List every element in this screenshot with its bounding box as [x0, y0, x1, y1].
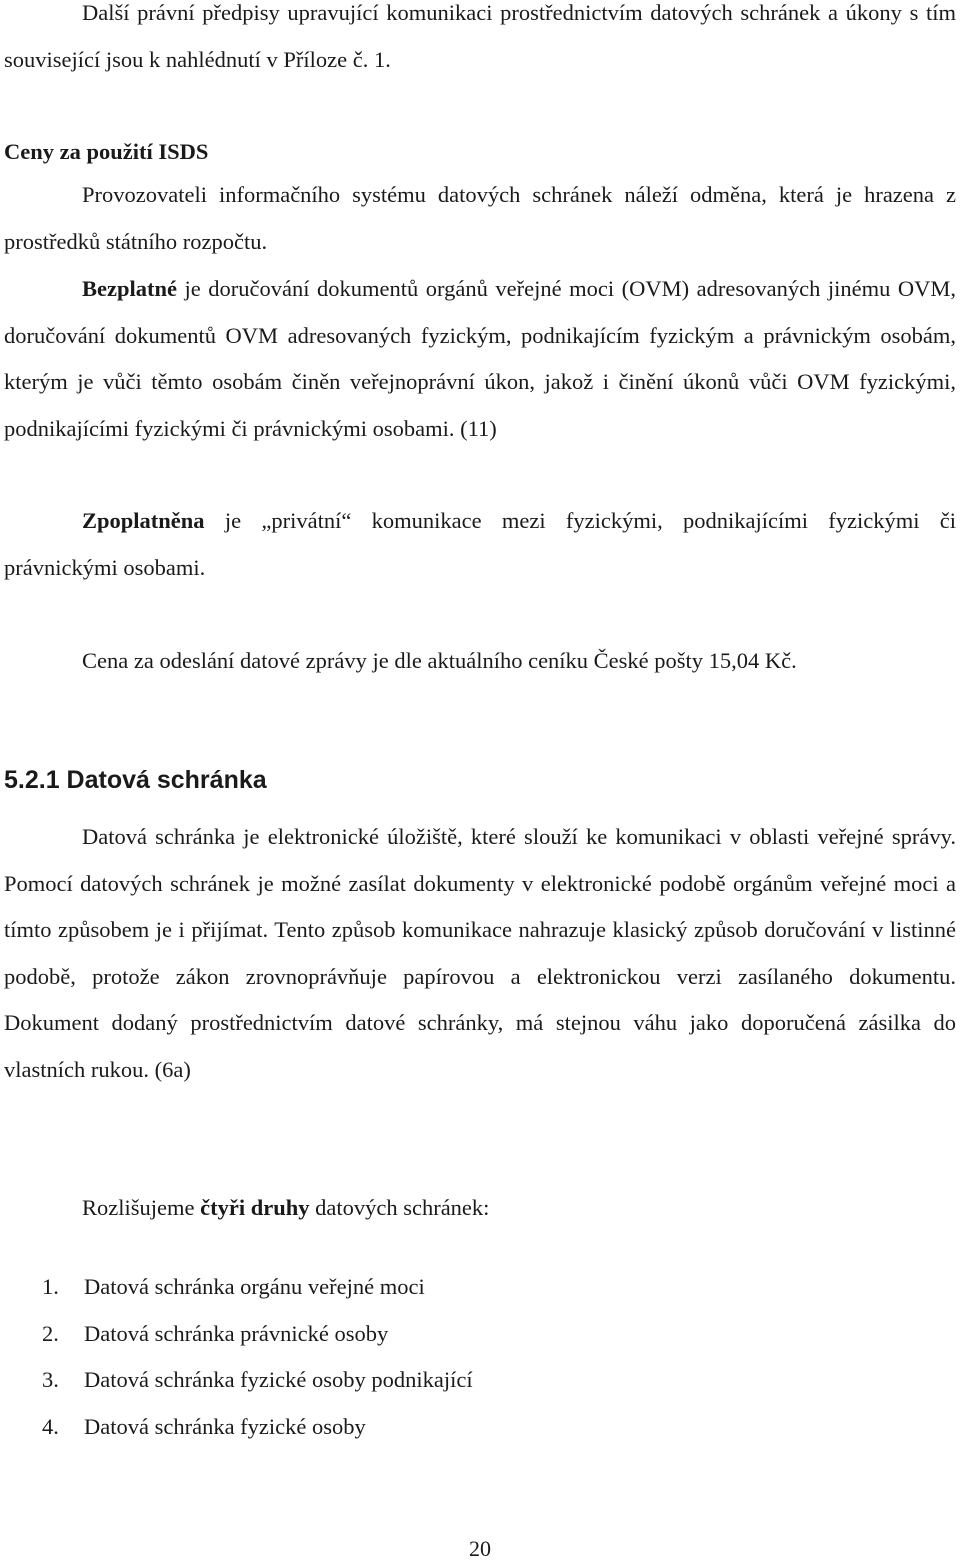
free-text: je doručování dokumentů orgánů veřejné moci (OVM) adresovaných jinému OVM, doručování dokumentů OVM adresovaných fyzickým, podnikajícím fyzickým a právnickým osobám, kterým je vůči těmto osobám činěn veřejnoprávní úkon, jakož i činění úkonů vůči OVM fyzickými, podnikajícími fyzickými či právnickými osobami. (11) [4, 276, 956, 441]
prices-para3-block [4, 498, 956, 591]
page-number: 20 [469, 1536, 491, 1561]
types-intro-block [4, 1185, 956, 1232]
section-heading-block [4, 760, 956, 800]
price-paragraph: Cena za odeslání datové zprávy je dle aktuálního ceníku České pošty 15,04 Kč. [82, 648, 797, 673]
list-item: 3. Datová schránka fyzické osoby podnikající [42, 1367, 473, 1392]
list-item: 2. Datová schránka právnické osoby [42, 1320, 389, 1346]
types-list [42, 1264, 473, 1450]
paid-text: je „privátní“ komunikace mezi fyzickými, podnikajícími fyzickými či právnickými osobami. [4, 508, 956, 580]
prices-paragraph-1: Provozovateli informačního systému datových schránek náleží odměna, která je hrazena z prostředků státního rozpočtu. [4, 182, 956, 254]
prices-paragraph-3 [4, 498, 956, 591]
prices-heading: Ceny za použití ISDS [4, 139, 209, 164]
paid-label: Zpoplatněna [82, 508, 205, 533]
section-para1-block [4, 814, 956, 1093]
list-item: 1. Datová schránka orgánu veřejné moci [42, 1274, 425, 1299]
prices-paragraph-2 [4, 266, 956, 452]
intro-paragraph: Další právní předpisy upravující komunikaci prostřednictvím datových schránek a úkony s tím související jsou k nahlédnutí v Příloze č. 1. [4, 0, 956, 72]
prices-para2-block [4, 266, 956, 452]
types-intro: Rozlišujeme čtyři druhy datových schránek: [82, 1195, 490, 1220]
free-label: Bezplatné [82, 276, 177, 301]
prices-heading-block [4, 132, 956, 172]
section-heading: 5.2.1 Datová schránka [4, 766, 267, 794]
section-paragraph-1: Datová schránka je elektronické úložiště, které slouží ke komunikaci v oblasti veřejné správy. Pomocí datových schránek je možné zasílat dokumenty v elektronické podobě orgánům veřejné moci a tímto způsobem je i přijímat. Tento způsob komunikace nahrazuje klasický způsob doručování v listinné podobě, protože zákon zrovnoprávňuje papírovou a elektronickou verzi zasílaného dokumentu. Dokument dodaný prostřednictvím datové schránky, má stejnou váhu jako doporučená zásilka do vlastních rukou. (6a) [4, 824, 956, 1082]
prices-para1-block [4, 172, 956, 265]
list-item: 4. Datová schránka fyzické osoby [42, 1413, 366, 1439]
prices-para4-block [4, 638, 956, 685]
types-bold: čtyři druhy [200, 1195, 310, 1220]
intro-block [4, 0, 956, 83]
